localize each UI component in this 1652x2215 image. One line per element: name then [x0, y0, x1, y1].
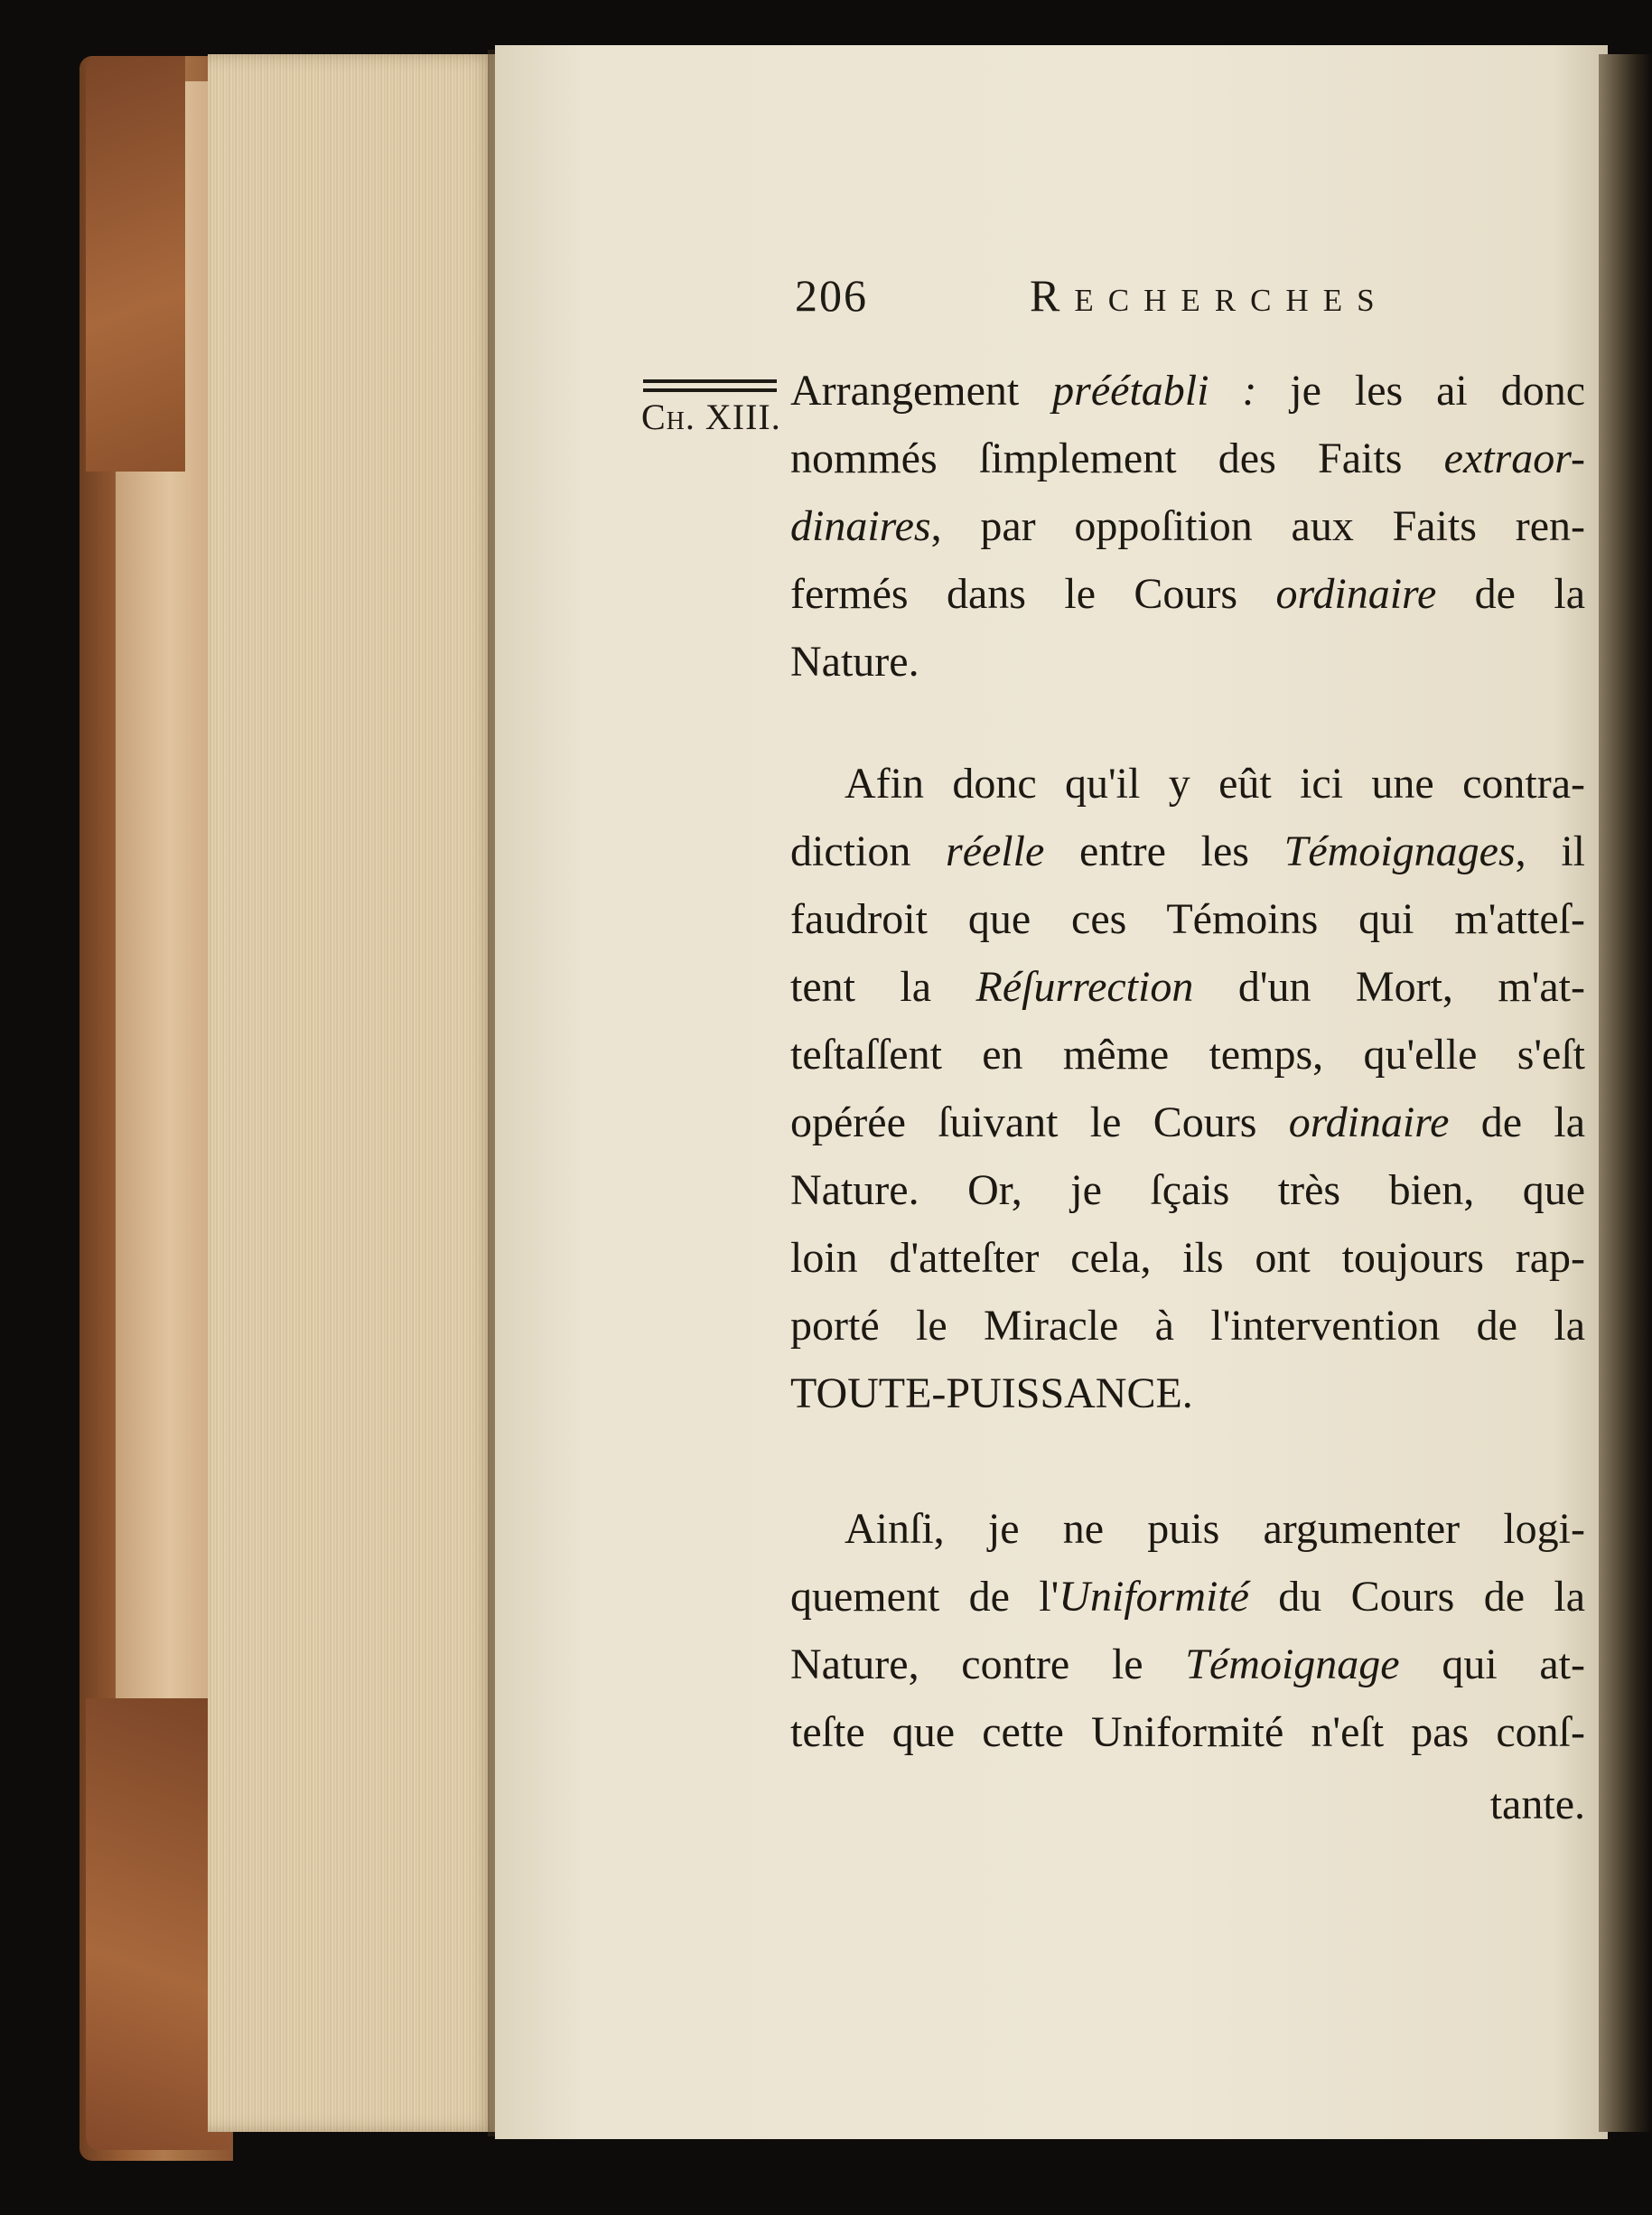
text-run: qui at-	[1399, 1640, 1585, 1688]
catchword: tante.	[1489, 1780, 1585, 1828]
text-run: d'un Mort, m'at-	[1193, 963, 1585, 1011]
text-run: Afin donc qu'il y eût ici une contra-	[845, 760, 1585, 808]
text-line	[790, 1292, 1585, 1360]
text-run: Nature. Or, je ſçais très bien, que	[790, 1166, 1585, 1214]
text-run: , par oppoſition aux Faits ren-	[930, 502, 1585, 550]
text-line	[790, 1563, 1585, 1631]
text-run: faudroit que ces Témoins qui m'atteſ-	[790, 895, 1585, 943]
text-run: fermés dans le Cours	[790, 570, 1276, 618]
text-line	[790, 1089, 1585, 1156]
text-line	[790, 492, 1585, 560]
italic-phrase: Uniformité	[1059, 1573, 1249, 1621]
italic-phrase: Témoignages	[1283, 827, 1516, 875]
italic-phrase: Réſurrection	[975, 963, 1194, 1011]
italic-phrase: extraor-	[1443, 435, 1585, 482]
cover-corner-top	[86, 56, 185, 472]
text-run: Arrangement	[790, 367, 1053, 415]
chapter-margin-note: Ch. XIII.	[641, 397, 781, 437]
text-run: , il	[1515, 827, 1585, 875]
page-edge-shadow	[1599, 54, 1652, 2132]
italic-phrase: Témoignage	[1185, 1640, 1400, 1688]
text-line	[790, 818, 1585, 885]
text-line	[790, 953, 1585, 1021]
text-line	[790, 1224, 1585, 1292]
text-run: de la	[1436, 570, 1585, 618]
chapter-rule-top	[643, 379, 777, 383]
page-edges	[208, 54, 497, 2132]
text-run: tent la	[790, 963, 976, 1011]
italic-phrase: dinaires	[790, 502, 931, 550]
running-title: Recherches	[1030, 270, 1389, 321]
text-line	[790, 885, 1585, 953]
text-run: teſte que cette Uniformité n'eſt pas conſ-	[790, 1708, 1585, 1756]
text-run: opérée ſuivant le Cours	[790, 1098, 1289, 1146]
text-run: loin d'atteſter cela, ils ont toujours rap-	[790, 1234, 1585, 1282]
text-run: diction	[790, 827, 947, 875]
text-run: du Cours de la	[1248, 1573, 1586, 1621]
text-line	[790, 1156, 1585, 1224]
text-line	[845, 1495, 1585, 1563]
text-run: quement de l'	[790, 1573, 1059, 1621]
text-run: teſtaſſent en même temps, qu'elle s'eſt	[790, 1031, 1585, 1079]
page-number: 206	[795, 270, 868, 321]
text-run: Nature, contre le	[790, 1640, 1186, 1688]
italic-phrase: ordinaire	[1288, 1098, 1450, 1146]
text-run: entre les	[1044, 827, 1284, 875]
chapter-rule-bottom	[643, 388, 777, 392]
text-run: je les ai donc	[1256, 367, 1586, 415]
text-run: de la	[1449, 1098, 1585, 1146]
text-line	[790, 425, 1585, 492]
text-line	[790, 1360, 1193, 1427]
text-run: TOUTE-PUISSANCE.	[790, 1369, 1193, 1417]
italic-phrase: préétabli :	[1052, 367, 1257, 415]
text-run: Nature.	[790, 638, 919, 686]
text-run: Ainſi, je ne puis argumenter logi-	[845, 1505, 1585, 1553]
text-run: porté le Miracle à l'intervention de la	[790, 1302, 1585, 1350]
italic-phrase: réelle	[946, 827, 1045, 875]
text-line	[790, 1021, 1585, 1089]
text-line	[845, 750, 1585, 818]
text-line	[790, 628, 919, 696]
text-run: nommés ſimplement des Faits	[790, 435, 1444, 482]
italic-phrase: ordinaire	[1275, 570, 1437, 618]
text-line	[790, 1698, 1585, 1766]
text-line	[790, 357, 1585, 425]
text-line	[790, 560, 1585, 628]
text-line	[790, 1631, 1585, 1698]
